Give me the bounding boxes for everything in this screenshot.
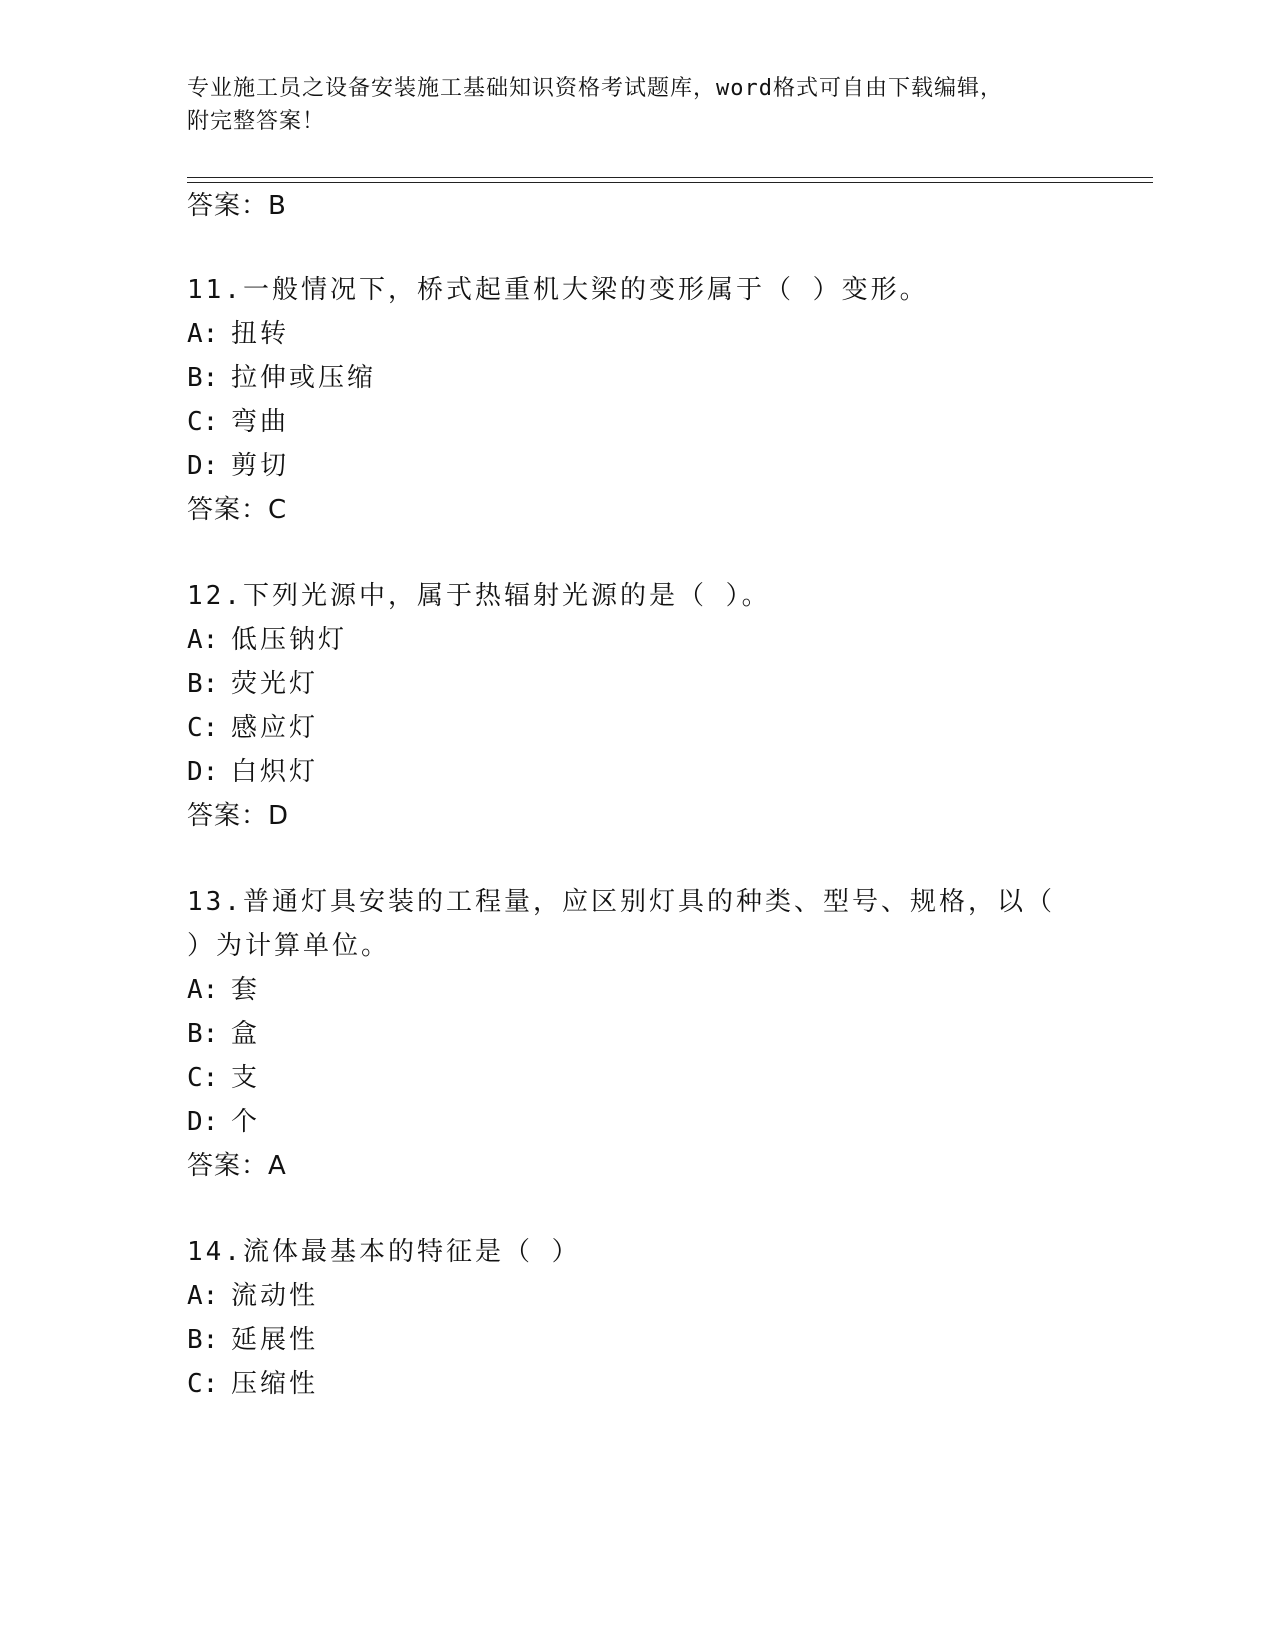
option-label: A: (187, 1281, 219, 1311)
question-11-option-c (187, 404, 289, 440)
answer-label: 答案： (187, 495, 269, 525)
option-label: A: (187, 975, 219, 1005)
option-label: C: (187, 407, 219, 437)
answer-value: B (268, 191, 287, 221)
question-12-option-d (187, 754, 318, 790)
option-label: B: (187, 1325, 219, 1355)
option-label: A: (187, 319, 219, 349)
option-text: 盒 (231, 1019, 261, 1049)
option-text: 感应灯 (231, 713, 319, 743)
question-12-option-c (187, 710, 318, 746)
question-11-option-b (187, 360, 376, 396)
option-text: 低压钠灯 (231, 625, 348, 655)
option-text: 压缩性 (231, 1369, 319, 1399)
answer-label: 答案： (187, 1151, 269, 1181)
option-text: 支 (231, 1063, 261, 1093)
question-13-stem-line-2: ）为计算单位。 (187, 931, 391, 961)
question-12-stem: 12.下列光源中，属于热辐射光源的是（ ）。 (187, 581, 771, 611)
option-label: B: (187, 669, 219, 699)
question-13-option-d (187, 1104, 260, 1140)
answer-value: A (268, 1151, 287, 1181)
answer-label: 答案： (187, 191, 269, 221)
header-line-1: 专业施工员之设备安装施工基础知识资格考试题库，word格式可自由下载编辑， (187, 76, 1003, 101)
question-13-answer (187, 1148, 287, 1184)
option-label: B: (187, 1019, 219, 1049)
question-12-answer (187, 798, 289, 834)
option-text: 扭转 (231, 319, 290, 349)
option-label: D: (187, 1107, 219, 1137)
answer-value: D (268, 801, 290, 831)
question-14-option-b (187, 1322, 318, 1358)
option-label: C: (187, 713, 219, 743)
option-label: A: (187, 625, 219, 655)
document-header (187, 72, 1087, 138)
option-text: 剪切 (231, 451, 290, 481)
option-text: 拉伸或压缩 (231, 363, 377, 393)
question-14-option-a (187, 1278, 318, 1314)
option-text: 延展性 (231, 1325, 319, 1355)
question-12-option-b (187, 666, 318, 702)
question-11-option-a (187, 316, 289, 352)
option-label: D: (187, 451, 219, 481)
question-11-option-d (187, 448, 289, 484)
header-line-2: 附完整答案！ (187, 109, 326, 134)
answer-line (187, 188, 287, 224)
question-13-option-a (187, 972, 260, 1008)
option-text: 荧光灯 (231, 669, 319, 699)
question-13-option-c (187, 1060, 260, 1096)
question-14-option-c (187, 1366, 318, 1402)
question-13-option-b (187, 1016, 260, 1052)
question-13-stem-line-1: 13.普通灯具安装的工程量，应区别灯具的种类、型号、规格，以（ (187, 887, 1055, 917)
header-rule-bottom (187, 182, 1153, 183)
option-text: 白炽灯 (231, 757, 319, 787)
option-label: C: (187, 1369, 219, 1399)
question-11-stem: 11.一般情况下，桥式起重机大梁的变形属于（ ）变形。 (187, 275, 929, 305)
option-label: B: (187, 363, 219, 393)
answer-label: 答案： (187, 801, 269, 831)
question-14-stem: 14.流体最基本的特征是（ ） (187, 1237, 581, 1267)
question-11-answer (187, 492, 287, 528)
option-text: 弯曲 (231, 407, 290, 437)
option-text: 个 (231, 1107, 261, 1137)
option-text: 套 (231, 975, 261, 1005)
option-text: 流动性 (231, 1281, 319, 1311)
option-label: D: (187, 757, 219, 787)
answer-value: C (268, 495, 288, 525)
header-rule-top (187, 177, 1153, 178)
option-label: C: (187, 1063, 219, 1093)
question-12-option-a (187, 622, 347, 658)
